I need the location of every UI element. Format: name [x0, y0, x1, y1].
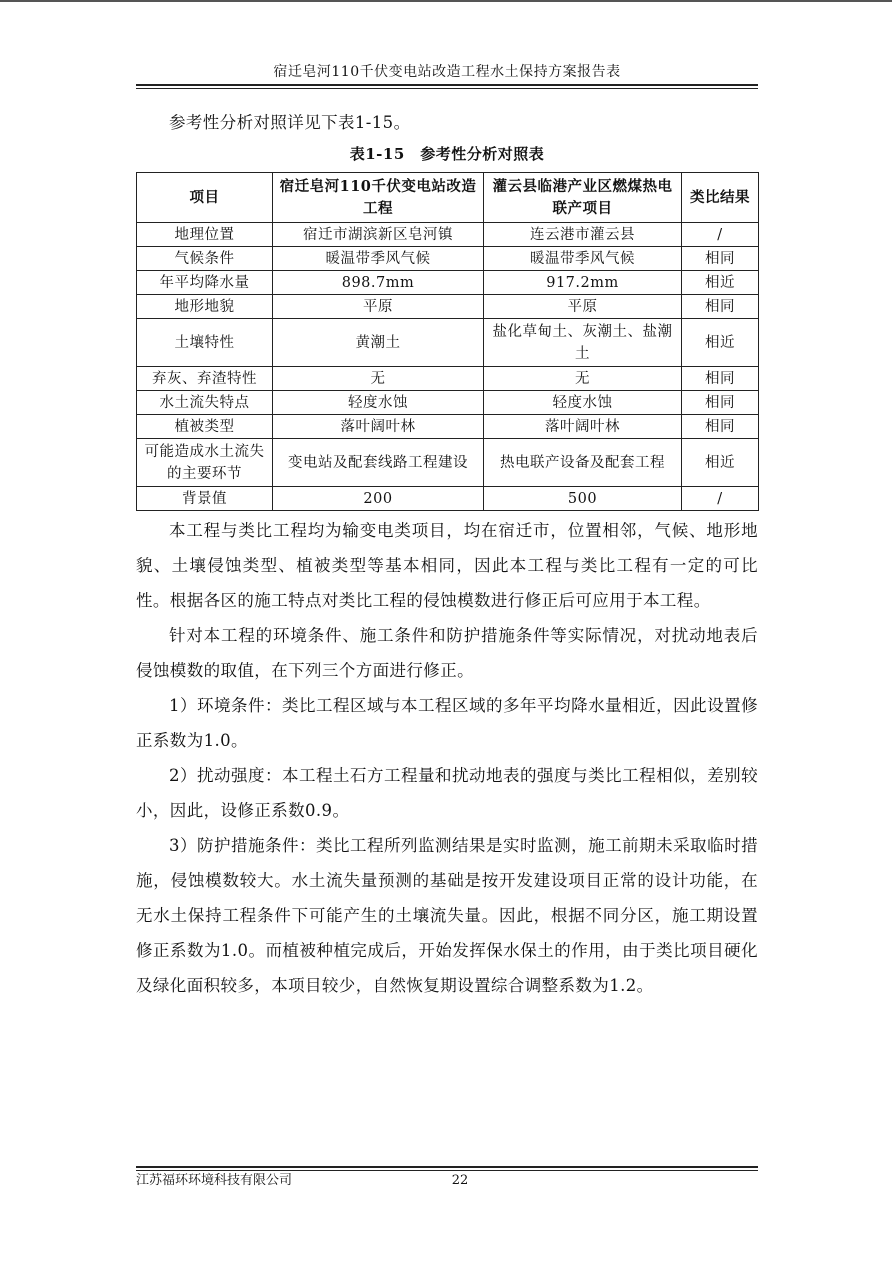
footer-company-name: 江苏福环环境科技有限公司 [136, 1173, 293, 1188]
cell-result: 相同 [682, 415, 759, 439]
cell-result: 相同 [682, 391, 759, 415]
cell-item: 气候条件 [137, 247, 273, 271]
cell-item: 植被类型 [137, 415, 273, 439]
page-top-border [0, 0, 892, 2]
table-row [137, 223, 759, 247]
footer-rule [136, 1166, 758, 1168]
cell-this-project: 宿迁市湖滨新区皂河镇 [273, 223, 484, 247]
cell-analog-project: 轻度水蚀 [484, 391, 682, 415]
table-header-row [137, 173, 759, 223]
cell-result: / [682, 223, 759, 247]
report-header-title: 宿迁皂河110千伏变电站改造工程水土保持方案报告表 [273, 64, 621, 80]
cell-analog-project: 平原 [484, 295, 682, 319]
header-analog-project: 灌云县临港产业区燃煤热电联产项目 [484, 173, 682, 223]
header-this-project: 宿迁皂河110千伏变电站改造工程 [273, 173, 484, 223]
cell-analog-project: 盐化草甸土、灰潮土、盐潮土 [484, 319, 682, 367]
table-row [137, 367, 759, 391]
cell-analog-project: 500 [484, 487, 682, 511]
cell-result: 相近 [682, 439, 759, 487]
cell-analog-project: 暖温带季风气候 [484, 247, 682, 271]
cell-analog-project: 落叶阔叶林 [484, 415, 682, 439]
cell-this-project: 轻度水蚀 [273, 391, 484, 415]
body-paragraph-protection: 3）防护措施条件：类比工程所列监测结果是实时监测，施工前期未采取临时措施，侵蚀模数较大。水土流失量预测的基础是按开发建设项目正常的设计功能，在无水土保持工程条件下可能产生的土壤流失量。因此，根据不同分区，施工期设置修正系数为1.0。而植被种植完成后，开始发挥保水保土的作用，由于类比项目硬化及绿化面积较多，本项目较少，自然恢复期设置综合调整系数为1.2。 [136, 836, 758, 995]
cell-item: 背景值 [137, 487, 273, 511]
cell-this-project: 平原 [273, 295, 484, 319]
cell-item: 地形地貌 [137, 295, 273, 319]
cell-this-project: 暖温带季风气候 [273, 247, 484, 271]
header-rule-thin [136, 88, 758, 89]
table-caption: 表1-15 参考性分析对照表 [349, 145, 545, 163]
cell-this-project: 898.7mm [273, 271, 484, 295]
cell-item: 可能造成水土流失的主要环节 [137, 439, 273, 487]
cell-item: 水土流失特点 [137, 391, 273, 415]
cell-result: 相同 [682, 367, 759, 391]
cell-analog-project: 无 [484, 367, 682, 391]
cell-analog-project: 917.2mm [484, 271, 682, 295]
cell-this-project: 落叶阔叶林 [273, 415, 484, 439]
header-rule [136, 84, 758, 86]
cell-result: 相近 [682, 319, 759, 367]
cell-item: 地理位置 [137, 223, 273, 247]
body-paragraph-environment: 1）环境条件：类比工程区域与本工程区域的多年平均降水量相近，因此设置修正系数为1.0。 [136, 696, 758, 750]
cell-this-project: 200 [273, 487, 484, 511]
table-row [137, 439, 759, 487]
footer-rule-thin [136, 1170, 758, 1171]
page-number: 22 [451, 1173, 469, 1188]
body-paragraph-disturbance: 2）扰动强度：本工程土石方工程量和扰动地表的强度与类比工程相似，差别较小，因此，设修正系数0.9。 [136, 766, 758, 820]
table-row [137, 295, 759, 319]
body-paragraph-comparability: 本工程与类比工程均为输变电类项目，均在宿迁市，位置相邻，气候、地形地貌、土壤侵蚀类型、植被类型等基本相同，因此本工程与类比工程有一定的可比性。根据各区的施工特点对类比工程的侵蚀模数进行修正后可应用于本工程。 [136, 521, 758, 610]
table-row [137, 247, 759, 271]
body-paragraph-correction-intro: 针对本工程的环境条件、施工条件和防护措施条件等实际情况，对扰动地表后侵蚀模数的取值，在下列三个方面进行修正。 [136, 626, 758, 680]
table-row [137, 415, 759, 439]
table-row [137, 391, 759, 415]
cell-item: 年平均降水量 [137, 271, 273, 295]
comparison-table [136, 172, 759, 511]
header-result: 类比结果 [682, 173, 759, 223]
cell-analog-project: 连云港市灌云县 [484, 223, 682, 247]
intro-text: 参考性分析对照详见下表1-15。 [169, 113, 411, 132]
header-item: 项目 [137, 173, 273, 223]
cell-analog-project: 热电联产设备及配套工程 [484, 439, 682, 487]
cell-item: 弃灰、弃渣特性 [137, 367, 273, 391]
cell-result: 相同 [682, 247, 759, 271]
table-row [137, 319, 759, 367]
cell-result: 相同 [682, 295, 759, 319]
table-row [137, 487, 759, 511]
table-row [137, 271, 759, 295]
cell-result: 相近 [682, 271, 759, 295]
cell-this-project: 变电站及配套线路工程建设 [273, 439, 484, 487]
cell-this-project: 黄潮土 [273, 319, 484, 367]
cell-this-project: 无 [273, 367, 484, 391]
cell-item: 土壤特性 [137, 319, 273, 367]
cell-result: / [682, 487, 759, 511]
